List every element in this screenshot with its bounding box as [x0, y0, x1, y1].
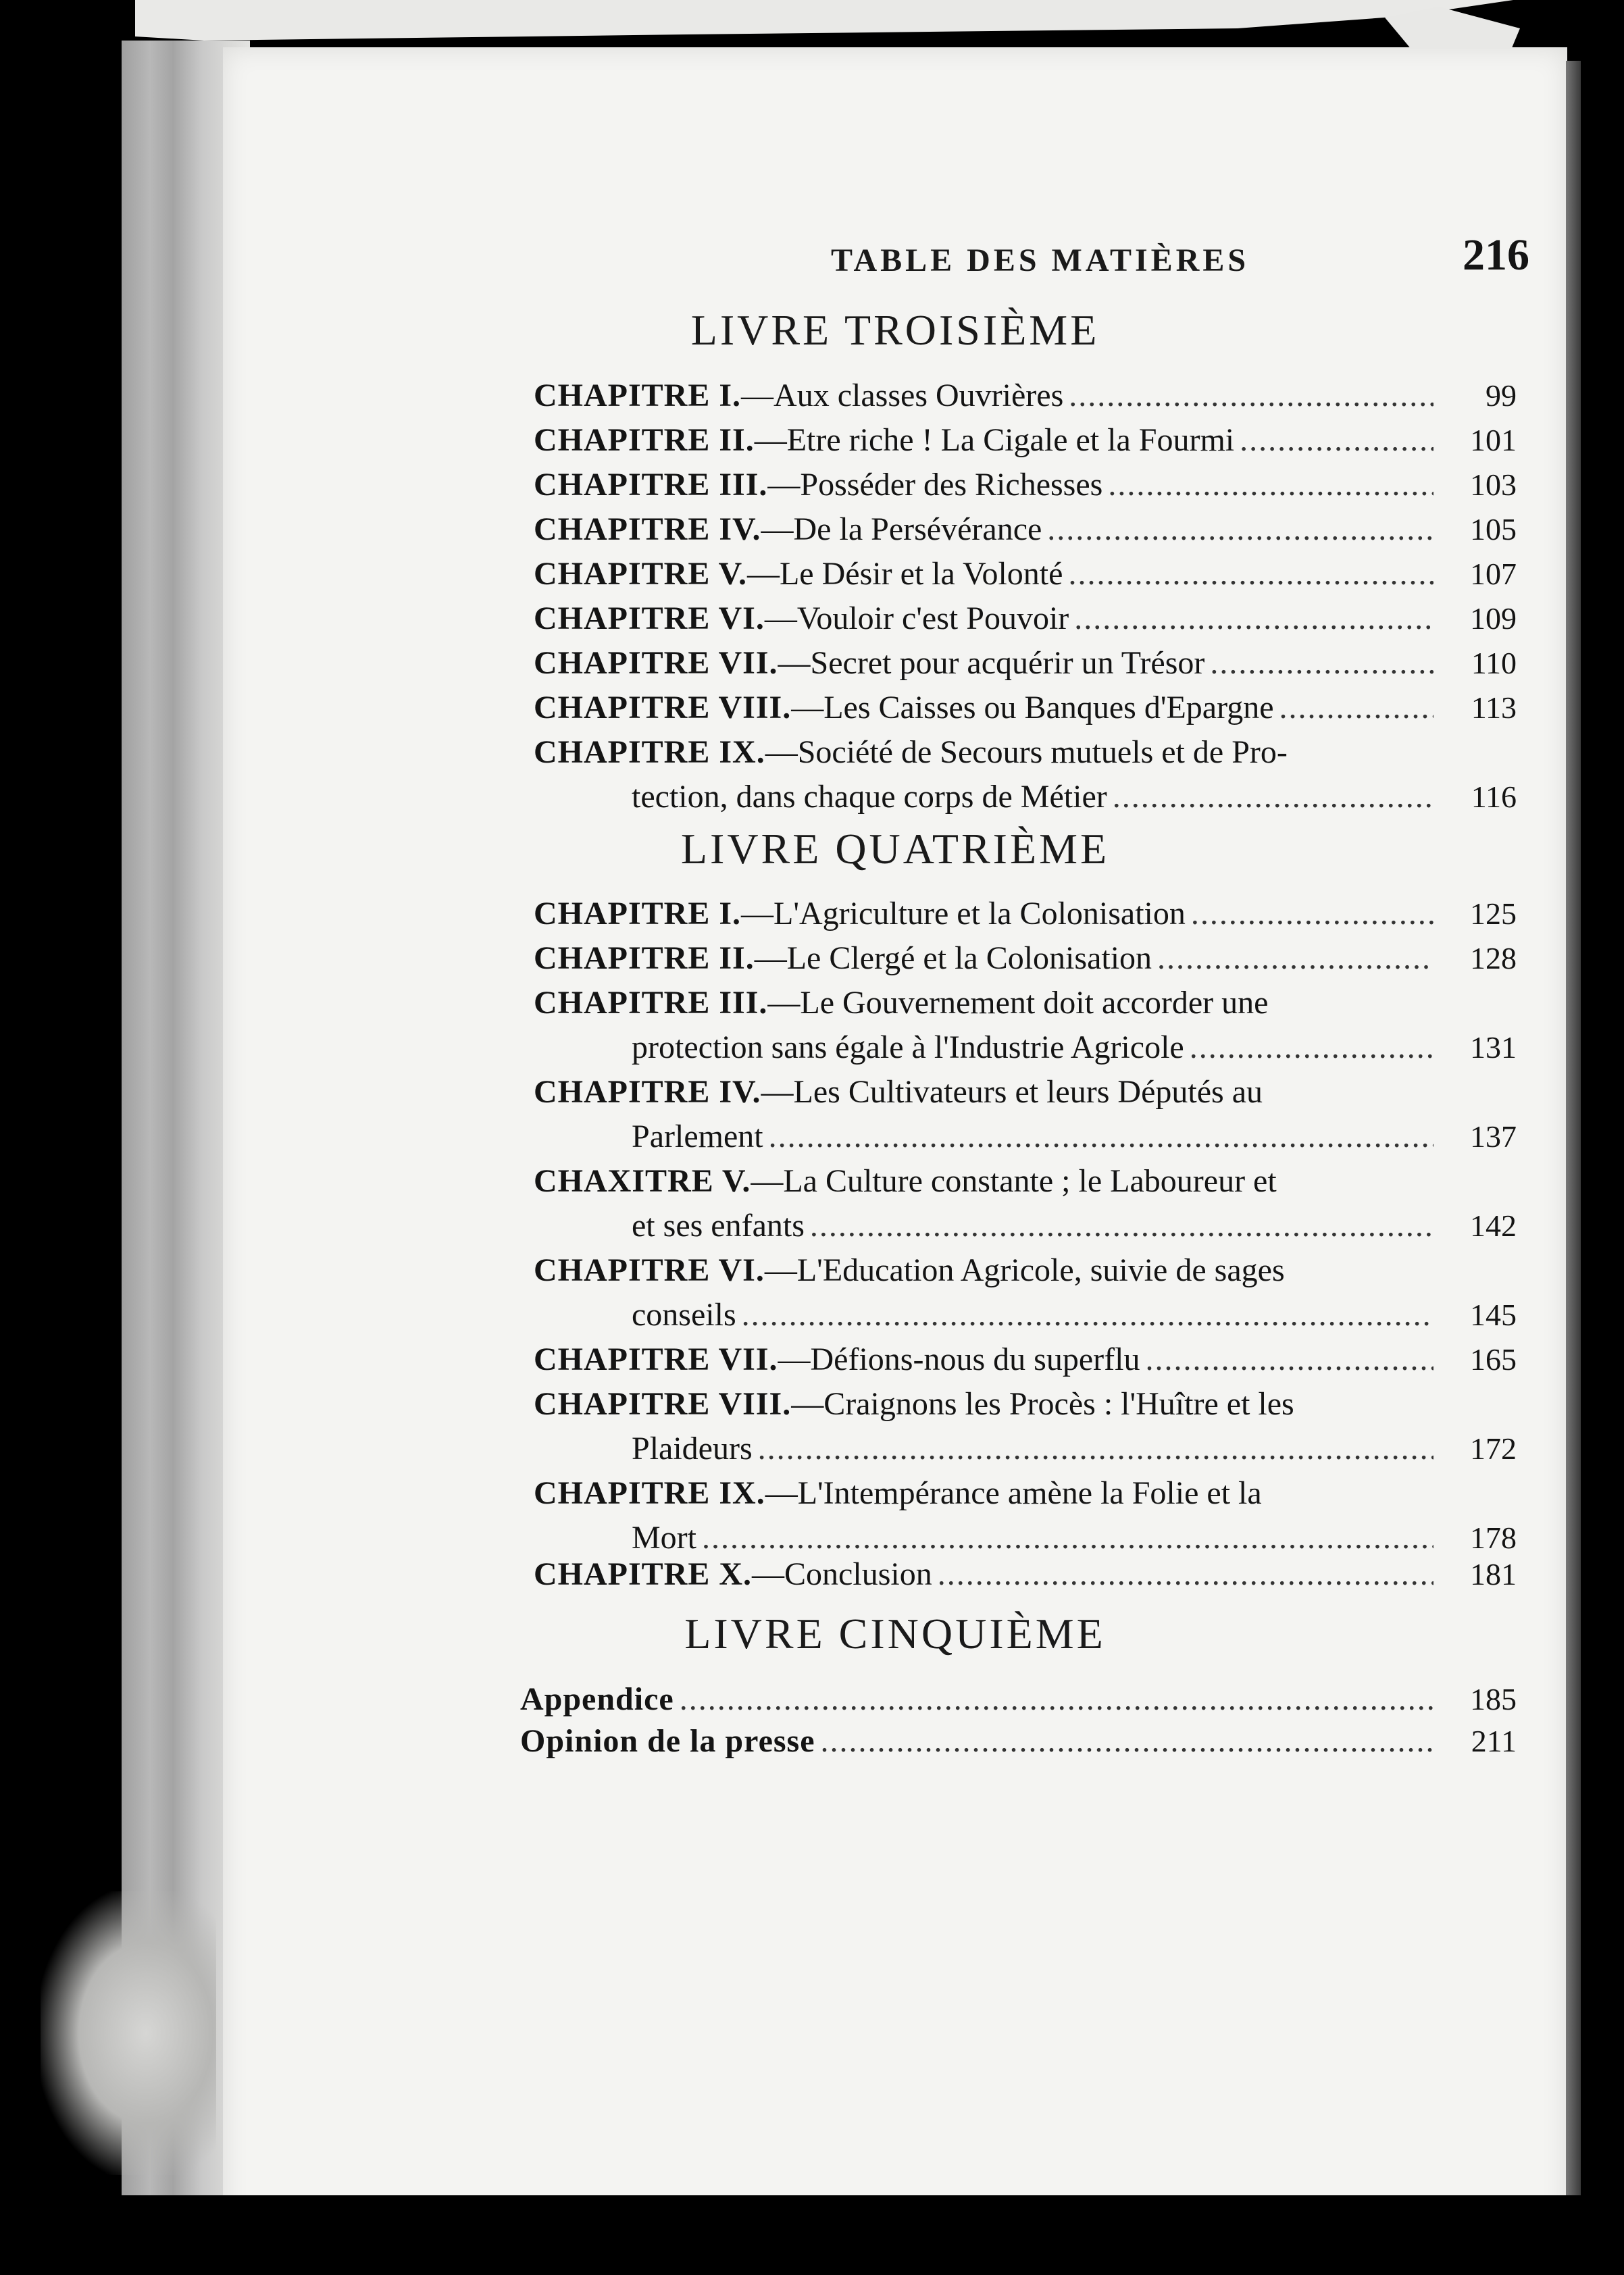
- toc-entry: [534, 730, 1517, 819]
- leader-dots: [1210, 641, 1433, 686]
- page-ref: 142: [1470, 1208, 1517, 1243]
- toc-entry: [534, 641, 1517, 686]
- leader-dots: [938, 1552, 1433, 1597]
- chapter-title: —L'Intempérance amène la Folie et la: [765, 1475, 1262, 1511]
- leader-dots: [742, 1293, 1433, 1337]
- page-ref: 105: [1470, 512, 1517, 546]
- chapter-title-continued: Plaideurs: [632, 1431, 753, 1466]
- chapter-label: CHAPITRE II.: [534, 422, 755, 458]
- toc-entry: [534, 1248, 1517, 1337]
- scan-smudge: [41, 1891, 216, 2175]
- chapter-title: —De la Persévérance: [761, 511, 1042, 547]
- chapter-title-continued: Parlement: [632, 1119, 763, 1154]
- page-ref: 101: [1470, 423, 1517, 457]
- page-ref: 165: [1470, 1342, 1517, 1377]
- leader-dots: [680, 1677, 1433, 1722]
- running-title: TABLE DES MATIÈRES: [831, 242, 1250, 278]
- chapter-label: CHAPITRE IX.: [534, 734, 765, 770]
- chapter-label: CHAPITRE III.: [534, 467, 768, 503]
- page-ref: 103: [1470, 467, 1517, 502]
- page-ref: 116: [1471, 779, 1517, 814]
- chapter-title-continued: conseils: [632, 1297, 736, 1333]
- chapter-title: —Les Caisses ou Banques d'Epargne: [791, 690, 1274, 725]
- chapter-title-continued: protection sans égale à l'Industrie Agricole: [632, 1029, 1184, 1065]
- chapter-label: CHAPITRE I.: [534, 896, 742, 931]
- book-heading-cinquieme: LIVRE CINQUIÈME: [684, 1610, 1106, 1658]
- chapter-title: —Le Gouvernement doit accorder une: [767, 985, 1269, 1021]
- leader-dots: [1068, 552, 1433, 596]
- toc-entry: [520, 1677, 1517, 1722]
- page-ref: 128: [1470, 941, 1517, 975]
- chapter-title-continued: tection, dans chaque corps de Métier: [632, 779, 1107, 815]
- toc-entry: [534, 1552, 1517, 1597]
- page-right-shadow: [1566, 61, 1581, 2236]
- chapter-title: —L'Education Agricole, suivie de sages: [764, 1252, 1285, 1288]
- chapter-label: CHAPITRE IV.: [534, 1074, 761, 1110]
- torn-page-edge-top: [135, 0, 1513, 41]
- leader-dots: [1190, 1025, 1433, 1070]
- page-ref: 131: [1470, 1030, 1517, 1065]
- chapter-label: CHAPITRE V.: [534, 556, 747, 592]
- chapter-label: CHAPITRE I.: [534, 378, 742, 413]
- leader-dots: [1279, 686, 1433, 730]
- chapter-label: CHAPITRE II.: [534, 940, 755, 976]
- chapter-label: CHAPITRE X.: [534, 1556, 753, 1592]
- leader-dots: [1113, 775, 1433, 819]
- chapter-title: —La Culture constante ; le Laboureur et: [751, 1163, 1277, 1199]
- page-ref: 178: [1470, 1520, 1517, 1555]
- toc-entry: [534, 981, 1517, 1070]
- section-label: Opinion de la presse: [520, 1723, 815, 1759]
- scan-bottom-border: [122, 2195, 1594, 2275]
- page-ref: 185: [1470, 1682, 1517, 1716]
- page-ref: 107: [1470, 557, 1517, 591]
- leader-dots: [810, 1204, 1433, 1248]
- leader-dots: [769, 1115, 1433, 1159]
- chapter-title: —Aux classes Ouvrières: [741, 378, 1064, 413]
- chapter-label: CHAPITRE VII.: [534, 1341, 778, 1377]
- chapter-label: CHAPITRE VI.: [534, 1252, 765, 1288]
- chapter-title: —Société de Secours mutuels et de Pro-: [765, 734, 1288, 770]
- leader-dots: [758, 1427, 1433, 1471]
- toc-entry: [534, 507, 1517, 552]
- toc-entry: [534, 892, 1517, 936]
- chapter-label: CHAPITRE VIII.: [534, 690, 792, 725]
- chapter-label: CHAPITRE VIII.: [534, 1386, 792, 1422]
- chapter-label: CHAPITRE IX.: [534, 1475, 765, 1511]
- leader-dots: [1191, 892, 1433, 936]
- chapter-label: CHAPITRE VI.: [534, 600, 765, 636]
- chapter-title: —Secret pour acquérir un Trésor: [778, 645, 1205, 681]
- chapter-title: —Les Cultivateurs et leurs Députés au: [761, 1074, 1263, 1110]
- toc-entry: [534, 936, 1517, 981]
- toc-entry: [534, 1159, 1517, 1248]
- toc-entry: [534, 552, 1517, 596]
- page-ref: 109: [1470, 601, 1517, 636]
- leader-dots: [1047, 507, 1433, 552]
- chapter-label: CHAPITRE III.: [534, 985, 768, 1021]
- page-number: 216: [1463, 230, 1529, 280]
- chapter-title: —Le Désir et la Volonté: [746, 556, 1063, 592]
- toc-entry: [534, 1070, 1517, 1159]
- page-ref: 137: [1470, 1119, 1517, 1154]
- page-ref: 110: [1471, 646, 1517, 680]
- chapter-title-continued: Mort: [632, 1520, 696, 1556]
- leader-dots: [1074, 596, 1433, 641]
- toc-entry: [534, 1382, 1517, 1471]
- chapter-label: CHAXITRE V.: [534, 1163, 751, 1199]
- toc-entry: [534, 418, 1517, 463]
- chapter-title: —Conclusion: [752, 1556, 932, 1592]
- chapter-title: —Etre riche ! La Cigale et la Fourmi: [754, 422, 1235, 458]
- leader-dots: [1145, 1337, 1433, 1382]
- leader-dots: [1240, 418, 1433, 463]
- page-ref: 113: [1471, 690, 1517, 725]
- leader-dots: [1069, 374, 1433, 418]
- section-label: Appendice: [520, 1681, 674, 1717]
- chapter-title: —Défions-nous du superflu: [778, 1341, 1140, 1377]
- chapter-title: —Craignons les Procès : l'Huître et les: [791, 1386, 1294, 1422]
- chapter-title: —L'Agriculture et la Colonisation: [741, 896, 1186, 931]
- page-ref: 125: [1470, 896, 1517, 931]
- page-ref: 172: [1470, 1431, 1517, 1466]
- leader-dots: [821, 1719, 1433, 1764]
- page-ref: 145: [1470, 1298, 1517, 1332]
- toc-entry: [534, 463, 1517, 507]
- chapter-title-continued: et ses enfants: [632, 1208, 805, 1244]
- toc-entry: [534, 596, 1517, 641]
- leader-dots: [1108, 463, 1433, 507]
- toc-entry: [520, 1719, 1517, 1764]
- page-ref: 211: [1471, 1724, 1517, 1758]
- chapter-title: —Le Clergé et la Colonisation: [754, 940, 1152, 976]
- book-heading-troisieme: LIVRE TROISIÈME: [690, 306, 1100, 354]
- page-ref: 181: [1470, 1557, 1517, 1591]
- chapter-title: —Vouloir c'est Pouvoir: [764, 600, 1069, 636]
- page-ref: 99: [1486, 378, 1517, 413]
- toc-entry: [534, 686, 1517, 730]
- toc-entry: [534, 1471, 1517, 1560]
- book-heading-quatrieme: LIVRE QUATRIÈME: [680, 825, 1110, 873]
- chapter-title: —Posséder des Richesses: [767, 467, 1103, 503]
- toc-entry: [534, 374, 1517, 418]
- chapter-label: CHAPITRE IV.: [534, 511, 761, 547]
- toc-entry: [534, 1337, 1517, 1382]
- chapter-label: CHAPITRE VII.: [534, 645, 778, 681]
- leader-dots: [1157, 936, 1433, 981]
